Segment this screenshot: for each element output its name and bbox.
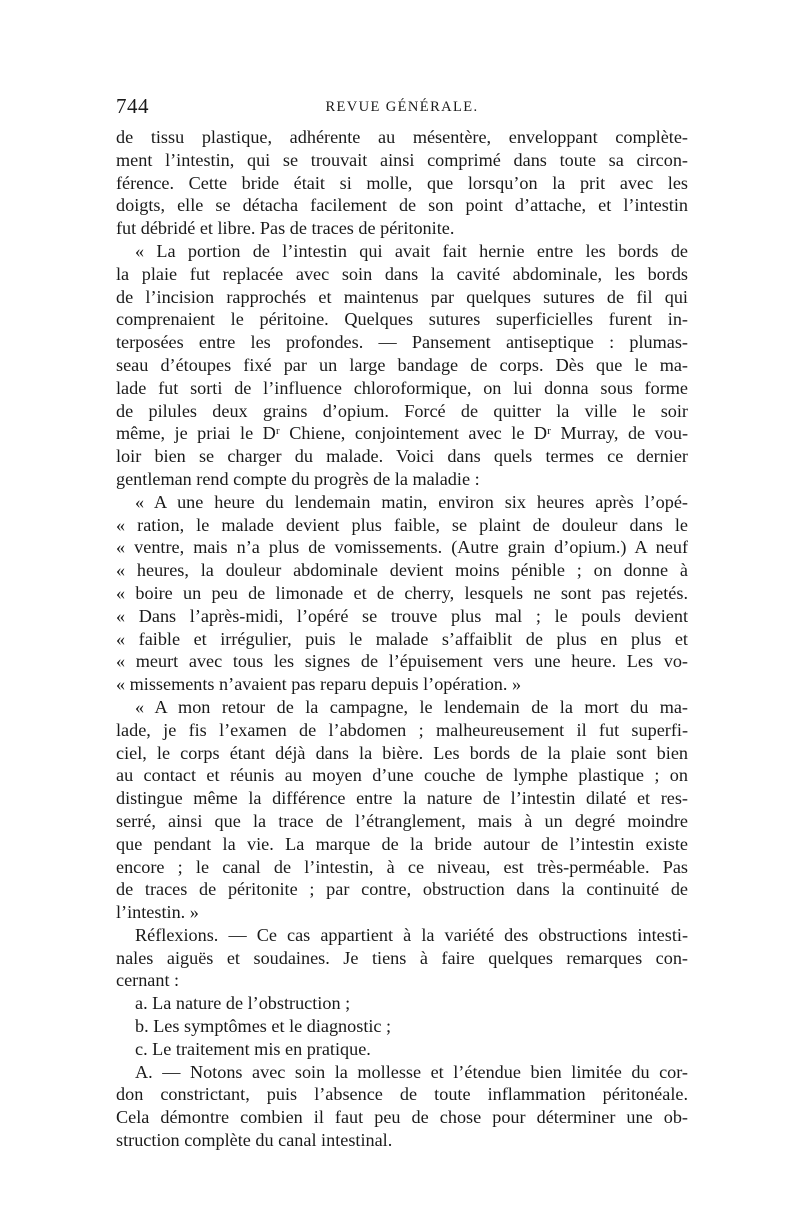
text-line: de pilules deux grains d’opium. Forcé de quitter la ville le soir — [116, 400, 688, 421]
text-line: « faible et irrégulier, puis le malade s’affaiblit de plus en plus et — [116, 628, 688, 649]
text-line: « Dans l’après-midi, l’opéré se trouve plus mal ; le pouls devient — [116, 605, 688, 626]
text-line: « A une heure du lendemain matin, environ six heures après l’opé- — [135, 491, 688, 512]
text-line: « ration, le malade devient plus faible, se plaint de douleur dans le — [116, 514, 688, 535]
text-line: loir bien se charger du malade. Voici dans quels termes ce dernier — [116, 446, 688, 467]
text-line: au contact et réunis au moyen d’une couche de lymphe plastique ; on — [116, 765, 688, 786]
text-line: don constrictant, puis l’absence de toute inflammation péritonéale. — [116, 1084, 688, 1105]
text-line: « A mon retour de la campagne, le lendemain de la mort du ma- — [135, 696, 688, 717]
text-line: ciel, le corps étant déjà dans la bière. Les bords de la plaie sont bien — [116, 742, 688, 763]
running-title: REVUE GÉNÉRALE. — [325, 99, 479, 115]
text-line: struction complète du canal intestinal. — [116, 1130, 393, 1151]
text-line: encore ; le canal de l’intestin, à ce niveau, est très-perméable. Pas — [116, 856, 688, 877]
text-line: l’intestin. » — [116, 902, 199, 923]
text-line: A. — Notons avec soin la mollesse et l’étendue bien limitée du cor- — [135, 1061, 688, 1082]
text-line: que pendant la vie. La marque de la bride autour de l’intestin existe — [116, 833, 688, 854]
text-line: doigts, elle se détacha facilement de son point d’attache, et l’intestin — [116, 195, 688, 216]
text-line: serré, ainsi que la trace de l’étranglement, mais à un degré moindre — [116, 810, 688, 831]
text-line: férence. Cette bride était si molle, que lorsqu’on la prit avec les — [116, 172, 688, 193]
text-line: de tissu plastique, adhérente au mésentère, enveloppant complète- — [116, 127, 688, 147]
text-line: cernant : — [116, 970, 180, 991]
text-line: distingue même la différence entre la nature de l’intestin dilaté et res- — [116, 788, 688, 809]
text-line: seau d’étoupes fixé par un large bandage de corps. Dès que le ma- — [116, 354, 688, 375]
text-line: terposées entre les profondes. — Pansement antiseptique : plumas- — [116, 332, 688, 353]
text-line: la plaie fut replacée avec soin dans la cavité abdominale, les bords — [116, 263, 688, 284]
text-line: ment l’intestin, qui se trouvait ainsi comprimé dans toute sa circon- — [116, 149, 688, 170]
text-line: comprenaient le péritoine. Quelques sutures superficielles furent in- — [116, 309, 688, 330]
journal-page — [116, 94, 688, 1152]
text-line: « missements n’avaient pas reparu depuis l’opération. » — [116, 674, 522, 695]
text-line: a. La nature de l’obstruction ; — [135, 993, 351, 1014]
text-line: lade, je fis l’examen de l’abdomen ; malheureusement il fut superfi- — [116, 719, 688, 740]
text-line: de traces de péritonite ; par contre, obstruction dans la continuité de — [116, 879, 688, 900]
text-line: fut débridé et libre. Pas de traces de péritonite. — [116, 218, 455, 239]
text-line: nales aiguës et soudaines. Je tiens à faire quelques remarques con- — [116, 947, 688, 968]
text-line: b. Les symptômes et le diagnostic ; — [135, 1016, 392, 1037]
text-line: « La portion de l’intestin qui avait fait hernie entre les bords de — [135, 240, 688, 261]
text-line: « ventre, mais n’a plus de vomissements. (Autre grain d’opium.) A neuf — [116, 537, 688, 558]
text-line: Réflexions. — Ce cas appartient à la variété des obstructions intesti- — [135, 924, 688, 945]
page-header — [116, 94, 688, 124]
text-line: « meurt avec tous les signes de l’épuisement vers une heure. Les vo- — [116, 651, 688, 672]
text-line: c. Le traitement mis en pratique. — [135, 1038, 371, 1059]
text-line: Cela démontre combien il faut peu de chose pour déterminer une ob- — [116, 1107, 688, 1128]
article-body — [116, 126, 688, 1152]
text-line: « heures, la douleur abdominale devient moins pénible ; on donne à — [116, 560, 688, 581]
text-line: gentleman rend compte du progrès de la maladie : — [116, 468, 480, 489]
text-line: lade fut sorti de l’influence chloroformique, on lui donna sous forme — [116, 377, 688, 398]
text-line: de l’incision rapprochés et maintenus par quelques sutures de fil qui — [116, 286, 688, 307]
text-line: même, je priai le Dʳ Chiene, conjointement avec le Dʳ Murray, de vou- — [116, 423, 688, 444]
page-number: 744 — [116, 94, 149, 118]
text-line: « boire un peu de limonade et de cherry, lesquels ne sont pas rejetés. — [116, 582, 688, 603]
